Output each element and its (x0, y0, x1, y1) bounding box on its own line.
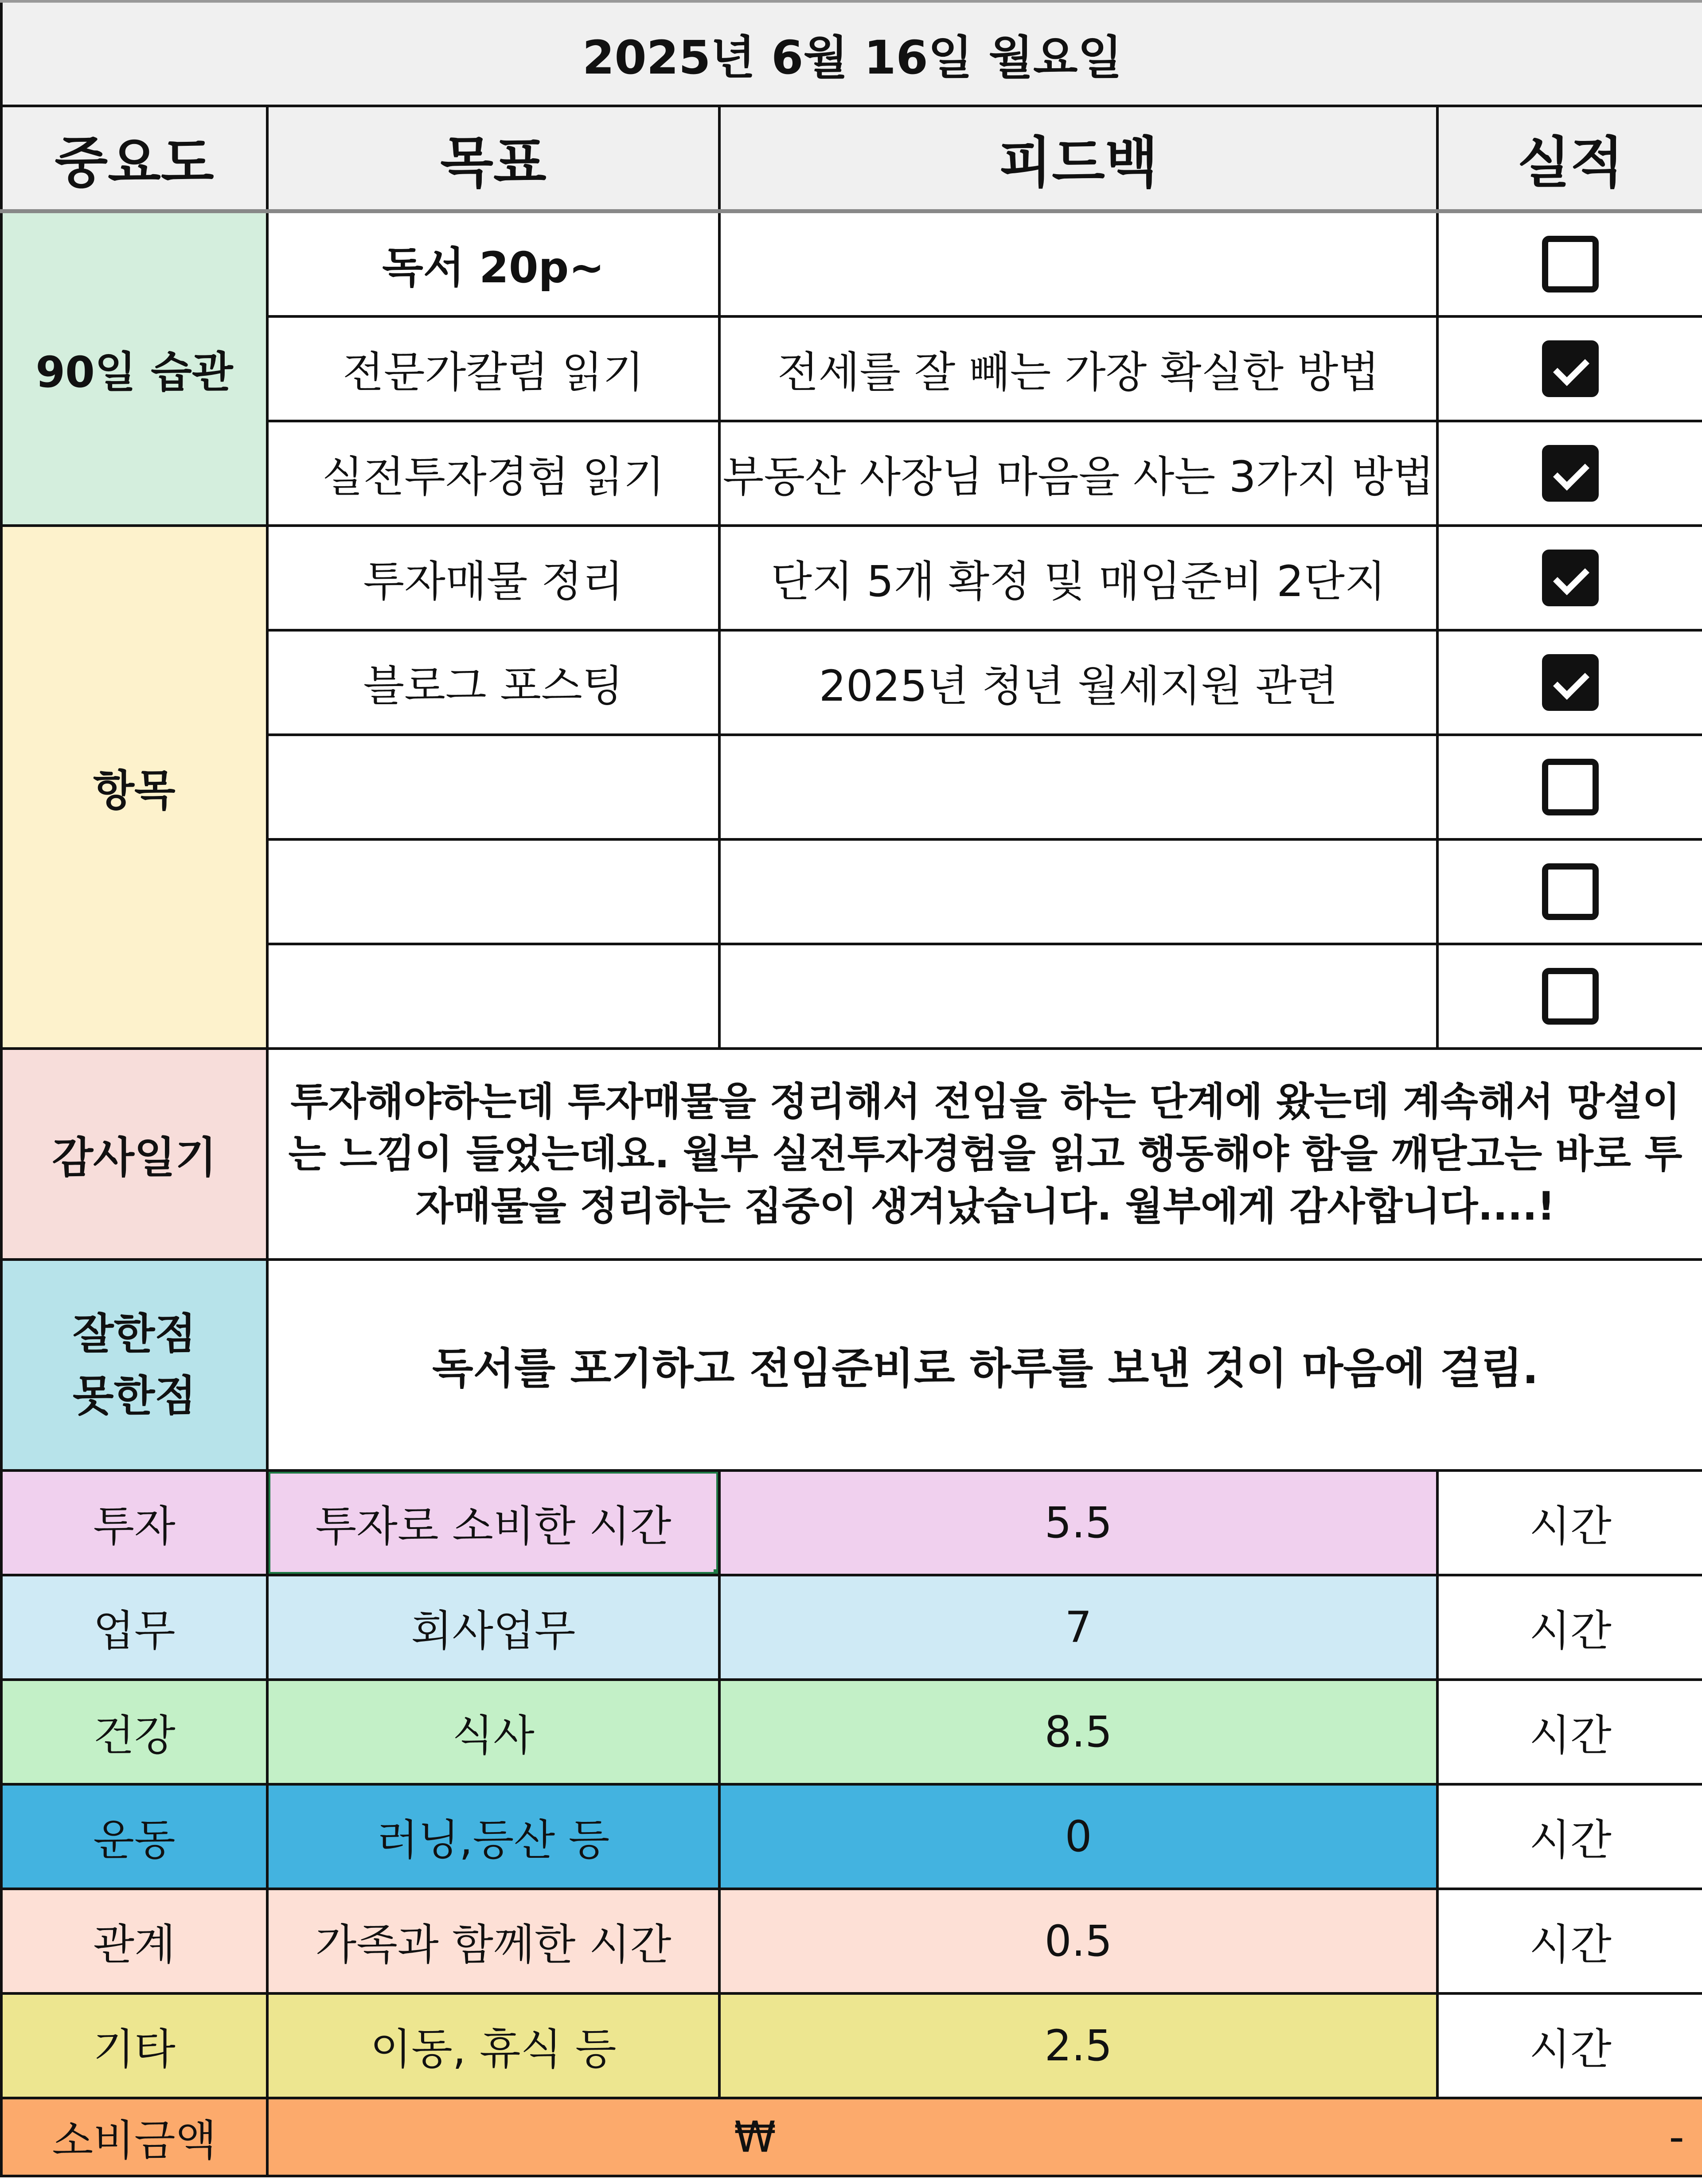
checkbox-checked[interactable] (1542, 445, 1599, 502)
time-hours[interactable]: 5.5 (719, 1470, 1437, 1575)
header-goal[interactable]: 목표 (267, 106, 719, 211)
result-cell (1437, 316, 1702, 421)
time-unit[interactable]: 시간 (1437, 1575, 1702, 1680)
currency-symbol: ₩ (734, 2112, 776, 2162)
spending-label[interactable]: 소비금액 (1, 2098, 267, 2176)
time-hours[interactable]: 7 (719, 1575, 1437, 1680)
time-unit[interactable]: 시간 (1437, 1889, 1702, 1993)
spending-amount-cell[interactable] (267, 2098, 1702, 2176)
goal-cell[interactable] (267, 839, 719, 944)
result-cell (1437, 211, 1702, 317)
time-activity[interactable]: 이동, 휴식 등 (267, 1993, 719, 2098)
feedback-cell[interactable] (719, 944, 1437, 1049)
time-hours[interactable]: 2.5 (719, 1993, 1437, 2098)
feedback-cell[interactable]: 단지 5개 확정 및 매임준비 2단지 (719, 526, 1437, 630)
time-unit[interactable]: 시간 (1437, 1470, 1702, 1575)
checkbox-checked[interactable] (1542, 340, 1599, 397)
time-activity[interactable]: 가족과 함께한 시간 (267, 1889, 719, 1993)
checkbox-unchecked[interactable] (1542, 968, 1599, 1025)
time-activity[interactable]: 식사 (267, 1680, 719, 1784)
spending-amount: - (1669, 2112, 1685, 2162)
time-unit[interactable]: 시간 (1437, 1993, 1702, 2098)
review-row (1, 1260, 1702, 1470)
time-row-health (1, 1680, 1702, 1784)
time-row-relation (1, 1889, 1702, 1993)
time-hours[interactable]: 0 (719, 1784, 1437, 1889)
result-cell (1437, 839, 1702, 944)
time-category[interactable]: 업무 (1, 1575, 267, 1680)
item-row (1, 526, 1702, 630)
time-row-invest (1, 1470, 1702, 1575)
goal-cell[interactable]: 전문가칼럼 읽기 (267, 316, 719, 421)
header-row (1, 106, 1702, 211)
review-label-good: 잘한점 (72, 1309, 196, 1359)
result-cell (1437, 421, 1702, 526)
goal-cell[interactable] (267, 944, 719, 1049)
time-activity-text: 투자로 소비한 시간 (315, 1501, 671, 1551)
spending-row (1, 2098, 1702, 2176)
result-cell (1437, 630, 1702, 735)
gratitude-label[interactable]: 감사일기 (1, 1049, 267, 1260)
category-habit[interactable]: 90일 습관 (1, 211, 267, 526)
time-category[interactable]: 투자 (1, 1470, 267, 1575)
goal-cell[interactable]: 독서 20p~ (267, 211, 719, 317)
feedback-cell[interactable]: 부동산 사장님 마음을 사는 3가지 방법 (719, 421, 1437, 526)
goal-cell[interactable]: 투자매물 정리 (267, 526, 719, 630)
checkbox-unchecked[interactable] (1542, 236, 1599, 292)
habit-row (1, 211, 1702, 317)
time-row-work (1, 1575, 1702, 1680)
fill-handle[interactable] (714, 1569, 719, 1575)
checkbox-checked[interactable] (1542, 654, 1599, 711)
time-row-etc (1, 1993, 1702, 2098)
time-category[interactable]: 건강 (1, 1680, 267, 1784)
time-category[interactable]: 운동 (1, 1784, 267, 1889)
result-cell (1437, 735, 1702, 839)
time-activity[interactable]: 러닝,등산 등 (267, 1784, 719, 1889)
time-hours[interactable]: 8.5 (719, 1680, 1437, 1784)
review-label-bad: 못한점 (72, 1371, 196, 1421)
header-feedback[interactable]: 피드백 (719, 106, 1437, 211)
time-category[interactable]: 기타 (1, 1993, 267, 2098)
checkbox-checked[interactable] (1542, 550, 1599, 606)
goal-cell[interactable]: 실전투자경험 읽기 (267, 421, 719, 526)
time-category[interactable]: 관계 (1, 1889, 267, 1993)
category-items[interactable]: 항목 (1, 526, 267, 1049)
feedback-cell[interactable]: 전세를 잘 빼는 가장 확실한 방법 (719, 316, 1437, 421)
feedback-cell[interactable] (719, 211, 1437, 317)
result-cell (1437, 526, 1702, 630)
time-hours[interactable]: 0.5 (719, 1889, 1437, 1993)
time-unit[interactable]: 시간 (1437, 1784, 1702, 1889)
feedback-cell[interactable]: 2025년 청년 월세지원 관련 (719, 630, 1437, 735)
gratitude-text[interactable]: 투자해야하는데 투자매물을 정리해서 전임을 하는 단계에 왔는데 계속해서 망설이는 느낌이 들었는데요. 월부 실전투자경험을 읽고 행동해야 함을 깨닫고는 바로 투자매물을 정리하는 집중이 생겨났습니다. 월부에게 감사합니다....! (267, 1049, 1702, 1260)
time-row-exercise (1, 1784, 1702, 1889)
feedback-cell[interactable] (719, 839, 1437, 944)
gratitude-row (1, 1049, 1702, 1260)
checkbox-unchecked[interactable] (1542, 863, 1599, 920)
checkbox-unchecked[interactable] (1542, 759, 1599, 815)
feedback-cell[interactable] (719, 735, 1437, 839)
review-text[interactable]: 독서를 포기하고 전임준비로 하루를 보낸 것이 마음에 걸림. (267, 1260, 1702, 1470)
page-title[interactable]: 2025년 6월 16일 월요일 (1, 1, 1702, 106)
time-activity[interactable]: 회사업무 (267, 1575, 719, 1680)
goal-cell[interactable] (267, 735, 719, 839)
result-cell (1437, 944, 1702, 1049)
time-activity-selected[interactable] (267, 1470, 719, 1575)
header-result[interactable]: 실적 (1437, 106, 1702, 211)
goal-cell[interactable]: 블로그 포스팅 (267, 630, 719, 735)
header-importance[interactable]: 중요도 (1, 106, 267, 211)
review-label[interactable] (1, 1260, 267, 1470)
time-unit[interactable]: 시간 (1437, 1680, 1702, 1784)
